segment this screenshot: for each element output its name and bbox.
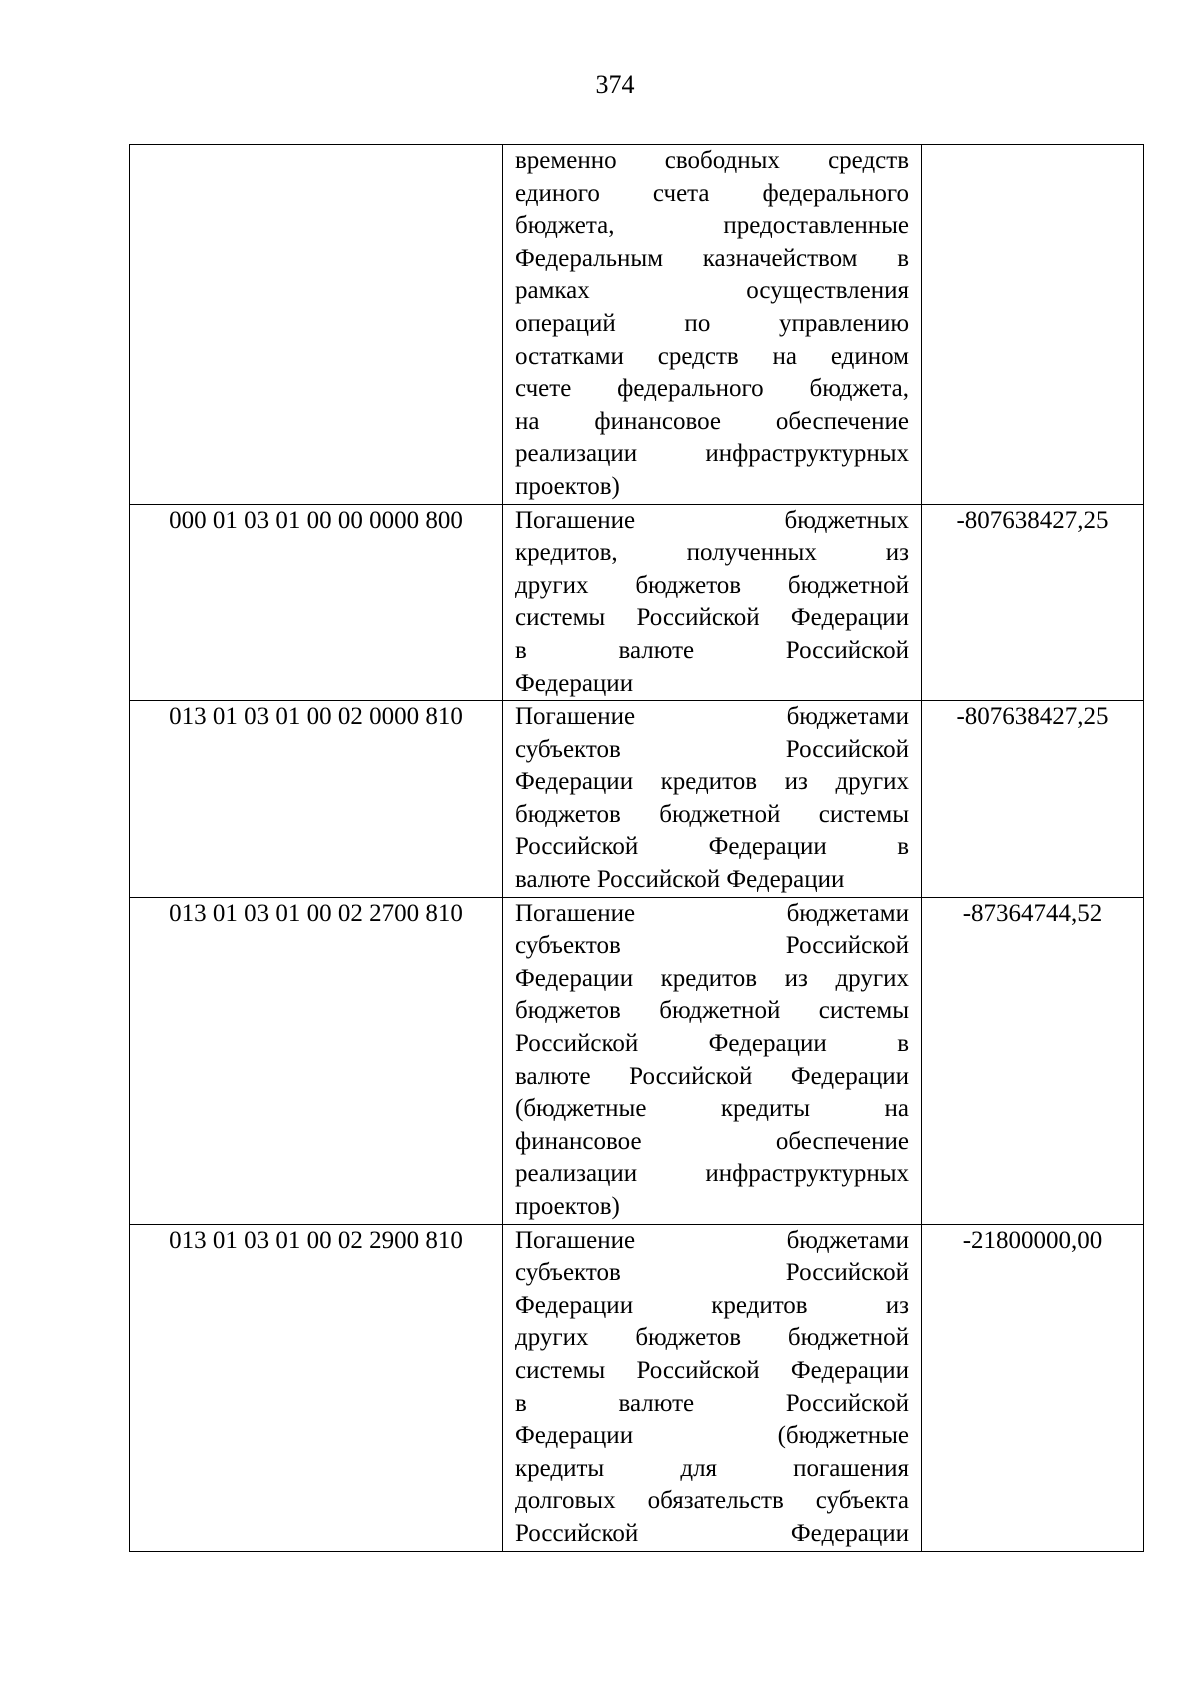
description-line: Федерации (бюджетные (515, 1422, 909, 1450)
description-line: валюте Российской Федерации (515, 1062, 909, 1090)
description-line: бюджета, предоставленные (515, 212, 909, 240)
description-line: проектов) (515, 1193, 620, 1220)
description-line: Федерации кредитов из других (515, 964, 909, 992)
description-line: реализации инфраструктурных (515, 1160, 909, 1188)
description-line: реализации инфраструктурных (515, 440, 909, 468)
description-line: рамках осуществления (515, 277, 909, 305)
page-number: 374 (595, 70, 635, 99)
table-row (130, 897, 1144, 1224)
description-line: других бюджетов бюджетной (515, 1324, 909, 1352)
description-line: в валюте Российской (515, 1389, 909, 1417)
description-line: системы Российской Федерации (515, 1356, 909, 1384)
description-line: субъектов Российской (515, 735, 909, 763)
description-line: кредиты для погашения (515, 1454, 909, 1482)
table-row (130, 145, 1144, 505)
amount-cell: -807638427,25 (922, 504, 1144, 701)
description-line: операций по управлению (515, 309, 909, 337)
budget-table (129, 144, 1144, 1552)
description-line: Федерации (515, 669, 634, 697)
code-cell: 000 01 03 01 00 00 0000 800 (130, 504, 503, 701)
description-line: проектов) (515, 472, 620, 500)
description-line: долговых обязательств субъекта (515, 1487, 909, 1515)
description-line: Погашение бюджетных (515, 506, 909, 534)
code-cell: 013 01 03 01 00 02 2900 810 (130, 1224, 503, 1551)
table-body (130, 145, 1144, 1552)
description-line: Погашение бюджетами (515, 1226, 909, 1254)
amount-cell: -807638427,25 (922, 701, 1144, 898)
code-cell: 013 01 03 01 00 02 2700 810 (130, 897, 503, 1224)
description-line: Федерации кредитов из (515, 1291, 909, 1319)
description-line: Погашение бюджетами (515, 899, 909, 927)
description-line: остатками средств на едином (515, 342, 909, 370)
description-line: других бюджетов бюджетной (515, 571, 909, 599)
code-cell: 013 01 03 01 00 02 0000 810 (130, 701, 503, 898)
description-line: Федеральным казначейством в (515, 244, 909, 272)
table-row (130, 701, 1144, 898)
amount-cell: -21800000,00 (922, 1224, 1144, 1551)
amount-cell: -87364744,52 (922, 897, 1144, 1224)
table-row (130, 504, 1144, 701)
description-cell (503, 1224, 922, 1551)
table-row (130, 1224, 1144, 1551)
description-line: финансовое обеспечение (515, 1127, 909, 1155)
description-line: Российской Федерации в (515, 1030, 909, 1058)
description-cell (503, 897, 922, 1224)
description-cell (503, 145, 922, 505)
description-line: системы Российской Федерации (515, 604, 909, 632)
description-line: временно свободных средств (515, 147, 909, 174)
description-line: Российской Федерации в (515, 833, 909, 861)
code-cell (130, 145, 503, 505)
description-cell (503, 701, 922, 898)
description-line: счете федерального бюджета, (515, 375, 909, 403)
description-line: субъектов Российской (515, 1259, 909, 1287)
description-line: на финансовое обеспечение (515, 407, 909, 435)
description-line: кредитов, полученных из (515, 539, 909, 567)
description-line: в валюте Российской (515, 636, 909, 664)
description-line: единого счета федерального (515, 179, 909, 207)
description-line: Погашение бюджетами (515, 703, 909, 731)
description-line: Федерации кредитов из других (515, 768, 909, 796)
description-line: бюджетов бюджетной системы (515, 997, 909, 1025)
description-line: (бюджетные кредиты на (515, 1095, 909, 1123)
description-line: субъектов Российской (515, 932, 909, 960)
description-cell (503, 504, 922, 701)
description-line: Российской Федерации (515, 1519, 909, 1547)
description-line: бюджетов бюджетной системы (515, 800, 909, 828)
amount-cell (922, 145, 1144, 505)
description-line: валюте Российской Федерации (515, 866, 845, 894)
